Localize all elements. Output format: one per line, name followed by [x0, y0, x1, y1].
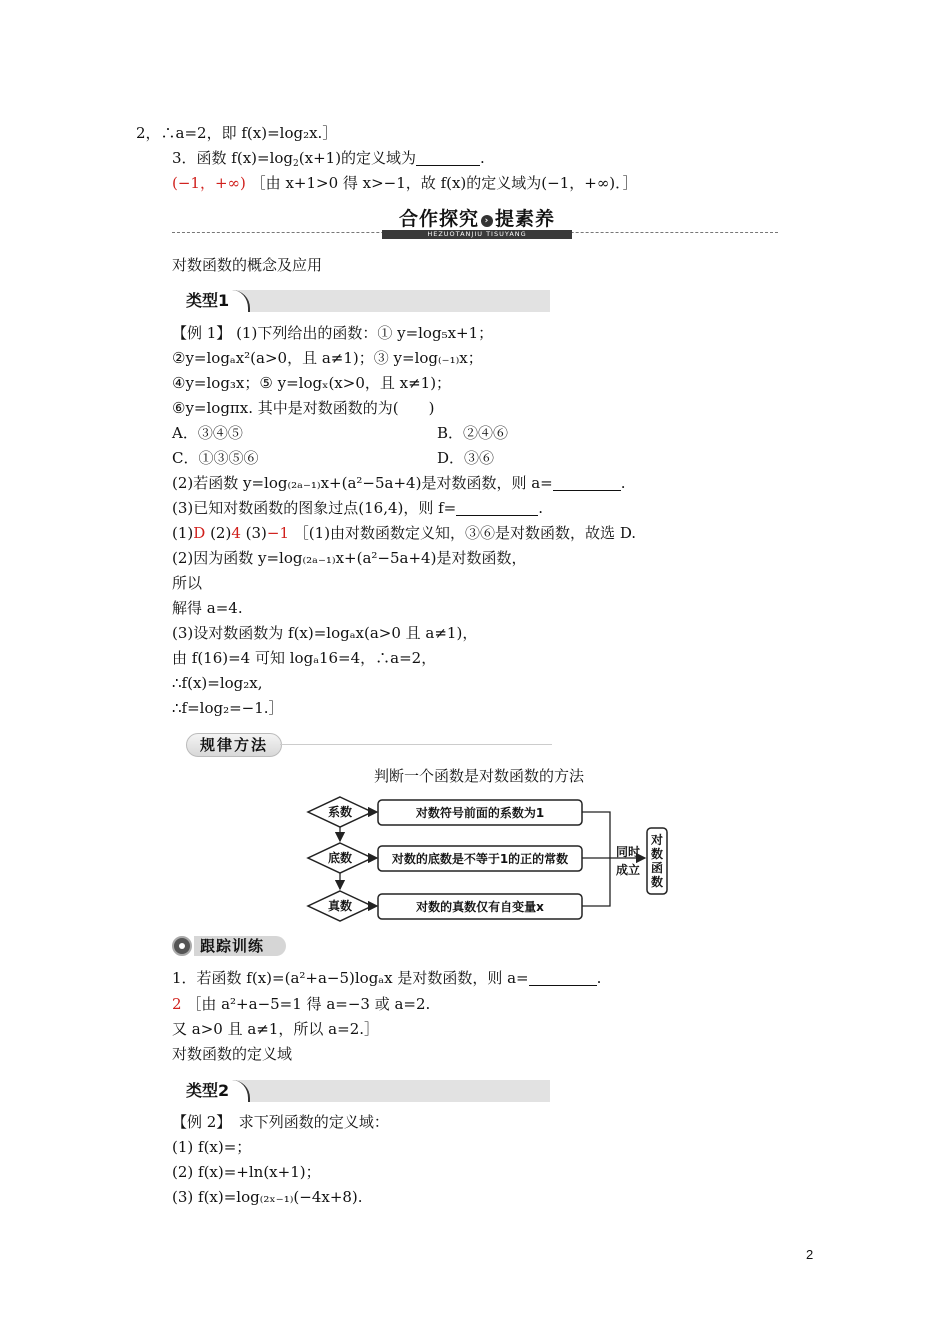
question-3	[172, 148, 485, 174]
condition-box-argument	[378, 894, 582, 919]
ans-prefix: (3)	[245, 524, 267, 542]
section-title: 对数函数的概念及应用	[172, 256, 323, 274]
example-1-line: ②y=logₐx²(a>0，且 a≠1)；③ y=log₍₋₁₎x；	[172, 349, 483, 367]
option-a: A．③④⑤	[172, 424, 243, 442]
q3-subscript: 2	[293, 159, 299, 169]
example-2-line: (3) f(x)=log₍₂ₓ₋₁₎(−4x+8).	[172, 1188, 363, 1206]
type-label: 类型1	[172, 290, 250, 312]
example-2-line: (2) f(x)=+ln(x+1)；	[172, 1163, 321, 1181]
target-icon	[172, 936, 192, 956]
example-2-line: (1) f(x)=；	[172, 1138, 252, 1156]
practice-answer-value: 2	[172, 995, 182, 1013]
practice-tag: 跟踪训练	[194, 936, 286, 956]
practice-question	[172, 968, 601, 988]
result-char: 对	[650, 833, 664, 847]
condition-label: 对数符号前面的系数为1	[415, 806, 545, 820]
example-1-q3	[172, 498, 543, 518]
text-line: 2，∴a=2，即 f(x)=log₂x.］	[136, 124, 338, 142]
method-title: 判断一个函数是对数函数的方法	[374, 767, 585, 785]
ans-explanation: ［(1)由对数函数定义知，③⑥是对数函数，故选 D.	[293, 524, 637, 542]
solution-line: (2)因为函数 y=log₍₂ₐ₋₁₎x+(a²−5a+4)是对数函数，	[172, 549, 527, 567]
solution-line: 解得 a=4.	[172, 599, 243, 617]
condition-label: 对数的真数仅有自变量x	[416, 900, 544, 914]
banner-subtitle: HEZUOTANJIU TISUYANG	[382, 230, 572, 239]
result-char: 数	[650, 847, 664, 861]
arrow-icon: ›	[481, 215, 493, 227]
option-b: B．②④⑥	[437, 424, 509, 442]
method-header-line	[280, 744, 552, 745]
diamond-label: 底数	[327, 851, 353, 865]
section-title: 对数函数的定义域	[172, 1045, 293, 1063]
practice-answer	[172, 994, 430, 1014]
diamond-label: 系数	[327, 805, 353, 819]
solution-line: 由 f(16)=4 可知 logₐ16=4，∴a=2，	[172, 649, 437, 667]
example-1-line: ④y=log₃x；⑤ y=logₓ(x>0，且 x≠1)；	[172, 374, 452, 392]
banner-title-right: 提素养	[495, 208, 556, 230]
q3-text-b: (x+1)的定义域为	[298, 149, 417, 167]
result-box	[647, 828, 667, 894]
example-1-q2	[172, 473, 626, 493]
type-bar	[172, 290, 550, 312]
ans-prefix: (2)	[210, 524, 232, 542]
example-1-line: 【例 1】 (1)下列给出的函数：① y=log₅x+1；	[172, 324, 494, 342]
option-c: C．①③⑤⑥	[172, 449, 259, 467]
page-number: 2	[806, 1247, 814, 1262]
q3-text: (3)已知对数函数的图象过点(16,4)，则 f=	[172, 499, 457, 517]
answer-value: (−1，+∞)	[172, 174, 246, 192]
answer-explanation: ［由 x+1>0 得 x>−1，故 f(x)的定义域为(−1，+∞)．］	[250, 174, 638, 192]
diamond-label: 真数	[327, 899, 353, 913]
diamond-base	[308, 843, 372, 873]
practice-answer-text: ［由 a²+a−5=1 得 a=−3 或 a=2.	[186, 995, 431, 1013]
condition-box-base	[378, 846, 582, 871]
practice-header	[172, 936, 292, 958]
join-label-2: 成立	[615, 863, 641, 877]
q2-end: .	[620, 474, 626, 492]
answer-blank	[456, 501, 538, 516]
type-label: 类型2	[172, 1080, 250, 1102]
example-2-line: 【例 2】 求下列函数的定义域：	[172, 1113, 389, 1131]
practice-q-end: .	[596, 969, 602, 987]
condition-label: 对数的底数是不等于1的正的常数	[391, 852, 569, 866]
ans-value: D	[193, 524, 206, 542]
ans-value: −1	[266, 524, 290, 542]
result-char: 函	[650, 861, 664, 875]
solution-line: ∴f(x)=log₂x,	[172, 674, 263, 692]
answer-blank	[529, 971, 597, 986]
result-char: 数	[650, 875, 664, 889]
example-1-line: ⑥y=logπx. 其中是对数函数的为( )	[172, 399, 435, 417]
section-banner	[172, 204, 778, 240]
method-header	[172, 731, 552, 759]
practice-answer-line: 又 a>0 且 a≠1，所以 a=2.］	[172, 1020, 380, 1038]
q3-end: .	[538, 499, 544, 517]
answer-blank	[416, 151, 480, 166]
example-1-answer	[172, 523, 636, 543]
solution-line: (3)设对数函数为 f(x)=logₐx(a>0 且 a≠1)，	[172, 624, 478, 642]
banner-title-left: 合作探究	[398, 208, 479, 230]
answer-blank	[553, 476, 621, 491]
join-label-1: 同时	[615, 845, 641, 859]
answer-3	[172, 173, 638, 193]
method-flow-diagram	[300, 794, 680, 924]
join-bracket	[582, 812, 610, 906]
solution-line: 所以	[172, 574, 203, 592]
diamond-coefficient	[308, 797, 372, 827]
diamond-argument	[308, 891, 372, 921]
ans-prefix: (1)	[172, 524, 194, 542]
type-bar	[172, 1080, 550, 1102]
ans-value: 4	[231, 524, 241, 542]
method-tag: 规律方法	[186, 733, 282, 757]
practice-q-text: 1．若函数 f(x)=(a²+a−5)logₐx 是对数函数，则 a=	[172, 969, 529, 987]
banner-title	[390, 204, 564, 231]
q3-text-end: .	[480, 149, 485, 167]
option-d: D．③⑥	[437, 449, 495, 467]
q2-text: (2)若函数 y=log₍₂ₐ₋₁₎x+(a²−5a+4)是对数函数，则 a=	[172, 474, 553, 492]
solution-line: ∴f=log₂=−1.］	[172, 699, 284, 717]
q3-text-a: 3．函数 f(x)=log	[172, 149, 294, 167]
condition-box-coefficient	[378, 800, 582, 825]
